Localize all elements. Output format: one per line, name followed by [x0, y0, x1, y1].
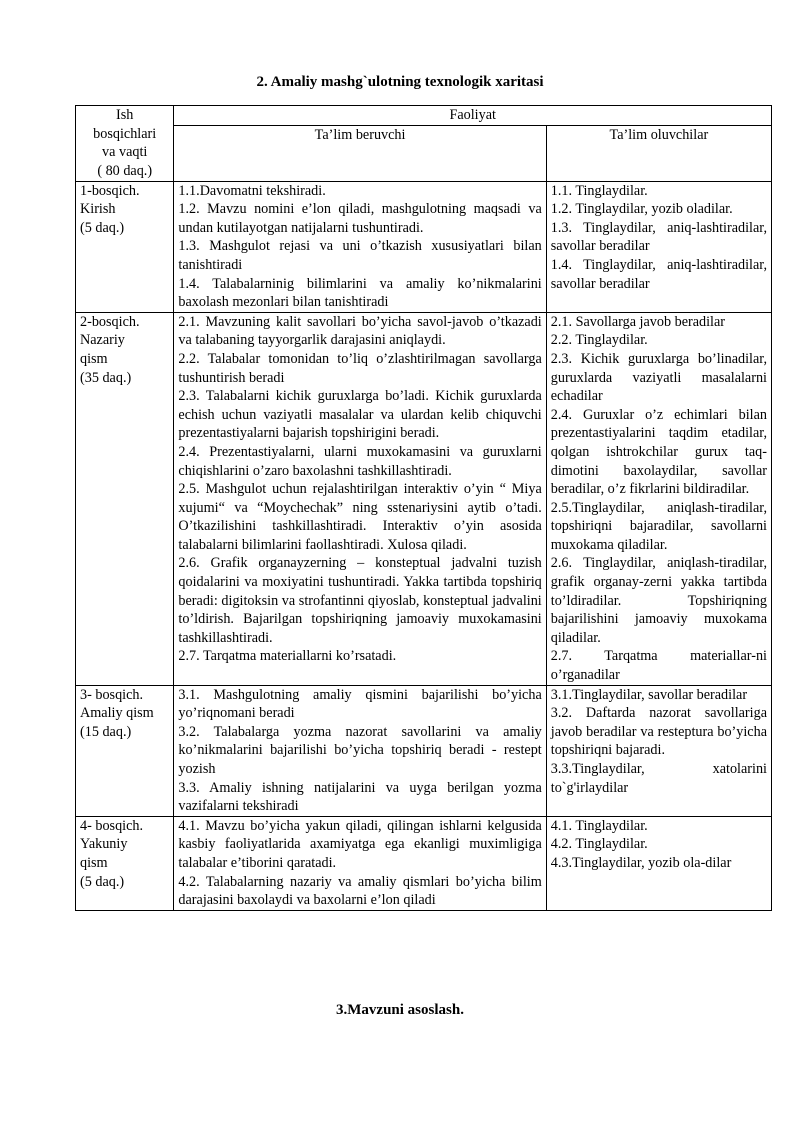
document-title: 2. Amaliy mashg`ulotning texnologik xaritasi	[256, 74, 544, 90]
table-row	[76, 685, 772, 816]
teacher-cell	[174, 312, 546, 685]
student-item: 3.3.Tinglaydilar, xatolarini to`g'irlaydilar	[550, 761, 767, 796]
student-item: 2.6. Tinglaydilar, aniqlash-tiradilar, grafik organay-zerni yakka tartibda to’ldiradilar. Topshiriqning bajarilishini jamoaviy muxokama qiladilar.	[550, 555, 767, 646]
teacher-item: 4.1. Mavzu bo’yicha yakun qiladi, qilingan ishlarni kelgusida kasbiy faoliyatlarida axamiyatga ega ekanligi muximligiga talabalar e’tiborini qaratadi.	[178, 817, 542, 871]
stage-line: Amaliy qism	[80, 705, 154, 722]
student-item: 1.2. Tinglaydilar, yozib oladilar.	[550, 201, 733, 218]
table-row	[76, 181, 772, 312]
student-item: 2.5.Tinglaydilar, aniqlash-tiradilar, topshiriqni bajaradilar, savollarni muxokama qiladilar.	[550, 499, 767, 553]
stage-line: 2-bosqich.	[80, 313, 140, 330]
student-item: 1.4. Tinglaydilar, aniq-lashtiradilar, savollar beradilar	[550, 256, 767, 292]
stage-line: 1-bosqich.	[80, 182, 140, 199]
stage-line: (5 daq.)	[80, 873, 125, 890]
stage-header-line: va vaqti	[102, 144, 148, 161]
students-cell	[546, 816, 771, 910]
teacher-item: 3.2. Talabalarga yozma nazorat savollarini va amaliy ko’nikmalarini bajarilishi bo’yicha topshiriq beradi - restept yozish	[178, 723, 542, 777]
students-cell	[546, 685, 771, 816]
teacher-item: 1.3. Mashgulot rejasi va uni o’tkazish xususiyatlari bilan tanishtiradi	[178, 238, 542, 273]
students-cell	[546, 312, 771, 685]
teacher-item: 4.2. Talabalarning nazariy va amaliy qismlari bo’yicha bilim darajasini baxolaydi va baxolarni e’lon qiladi	[178, 873, 542, 909]
students-header: Ta’lim oluvchilar	[546, 125, 771, 181]
teacher-item: 3.3. Amaliy ishning natijalarini va uyga berilgan yozma vazifalarni tekshiradi	[178, 779, 542, 815]
stage-line: 4- bosqich.	[80, 817, 144, 834]
header-row	[76, 106, 772, 126]
stage-header-line: Ish	[116, 107, 134, 123]
students-cell	[546, 181, 771, 312]
student-item: 3.2. Daftarda nazorat savollariga javob beradilar va resteptura bo’yicha topshiriqni bajaradi.	[550, 705, 767, 759]
technology-map-table	[75, 105, 772, 911]
table-row	[76, 312, 772, 685]
student-item: 2.2. Tinglaydilar.	[550, 332, 648, 349]
stage-cell	[76, 312, 174, 685]
stage-line: Nazariy	[80, 332, 125, 349]
table-body	[76, 181, 772, 910]
stage-line: (5 daq.)	[80, 219, 125, 236]
stage-header-line: ( 80 daq.)	[97, 162, 153, 179]
stage-line: qism	[80, 854, 108, 871]
student-item: 1.1. Tinglaydilar.	[550, 182, 648, 199]
teacher-item: 2.1. Mavzuning kalit savollari bo’yicha savol-javob o’tkazadi va talabaning tayyorgarlik darajasini aniqlaydi.	[178, 313, 542, 349]
teacher-cell	[174, 685, 546, 816]
stage-line: Yakuniy	[80, 836, 128, 853]
teacher-item: 2.3. Talabalarni kichik guruxlarga bo’ladi. Kichik guruxlarda echish uchun vaziyatli masalalar va ulardan kelib chiquvchi prezentastiyalarni bajarish topshirigini beradi.	[178, 388, 542, 442]
student-item: 2.4. Guruxlar o’z echimlari bilan prezentastiyalarini taqdim etadilar, qolgan ishtrokchilar gurux taq-dimotini baxolaydilar, savollar beradilar, o’z fikrlarini bildiradilar.	[550, 406, 767, 498]
student-item: 3.1.Tinglaydilar, savollar beradilar	[550, 686, 748, 703]
stage-line: Kirish	[80, 201, 116, 218]
teacher-item: 2.5. Mashgulot uchun rejalashtirilgan interaktiv o’yin “ Miya xujumi“ va “Moychechak” ning sstenariysini aytib o’tadi. O’tkazilishini tashkillashtiradi. Interaktiv o’yin asosida talabalarni bilimlarini faollashtiradi. Xulosa qiladi.	[178, 481, 542, 553]
stage-cell	[76, 685, 174, 816]
stage-line: (35 daq.)	[80, 369, 132, 386]
subheader-row	[76, 125, 772, 181]
teacher-item: 2.4. Prezentastiyalarni, ularni muxokamasini va guruxlarni chiqishlarini o’zaro baxolashni tashkillashtiradi.	[178, 443, 542, 479]
teacher-item: 2.6. Grafik organayzerning – konsteptual jadvalni tuzish qoidalarini va moxiyatini tushuntiradi. Yakka tartibda topshiriq beradi: digitoksin va strofantinni qiyoslab, konsteptual jadvalini to’ldirish. Bajarilgan topshiriqning jamoaviy muxokamasini tashkillashtiradi.	[178, 555, 542, 646]
stage-line: (15 daq.)	[80, 723, 132, 740]
stage-header-cell	[76, 106, 174, 182]
teacher-item: 2.2. Talabalar tomonidan to’liq o’zlashtirilmagan savollarga tushuntirish beradi	[178, 350, 542, 386]
activity-header: Faoliyat	[174, 106, 772, 126]
student-item: 2.7. Tarqatma materiallar-ni o’rganadilar	[550, 648, 767, 684]
teacher-item: 1.2. Mavzu nomini e’lon qiladi, mashgulotning maqsadi va undan kutilayotgan natijalarni tushuntiradi.	[178, 201, 542, 236]
stage-line: 3- bosqich.	[80, 686, 144, 703]
student-item: 2.1. Savollarga javob beradilar	[550, 313, 726, 330]
student-item: 4.3.Tinglaydilar, yozib ola-dilar	[550, 854, 732, 871]
table-row	[76, 816, 772, 910]
stage-cell	[76, 816, 174, 910]
stage-cell	[76, 181, 174, 312]
student-item: 4.1. Tinglaydilar.	[550, 817, 648, 834]
student-item: 2.3. Kichik guruxlarga bo’linadilar, guruxlarda vaziyatli masalalarni echadilar	[550, 350, 767, 405]
student-item: 1.3. Tinglaydilar, aniq-lashtiradilar, savollar beradilar	[550, 219, 767, 255]
stage-line: qism	[80, 350, 108, 367]
teacher-item: 3.1. Mashgulotning amaliy qismini bajarilishi bo’yicha yo’riqnomani beradi	[178, 686, 542, 722]
teacher-item: 1.1.Davomatni tekshiradi.	[178, 182, 326, 199]
student-item: 4.2. Tinglaydilar.	[550, 836, 648, 853]
teacher-header: Ta’lim beruvchi	[174, 125, 546, 181]
teacher-item: 2.7. Tarqatma materiallarni ko’rsatadi.	[178, 648, 397, 665]
teacher-item: 1.4. Talabalarninig bilimlarini va amaliy ko’nikmalarini baxolash mezonlari bilan tanishtiradi	[178, 275, 542, 311]
teacher-cell	[174, 181, 546, 312]
stage-header-line: bosqichlari	[93, 125, 157, 142]
teacher-cell	[174, 816, 546, 910]
section-heading: 3.Mavzuni asoslash.	[336, 1002, 464, 1018]
